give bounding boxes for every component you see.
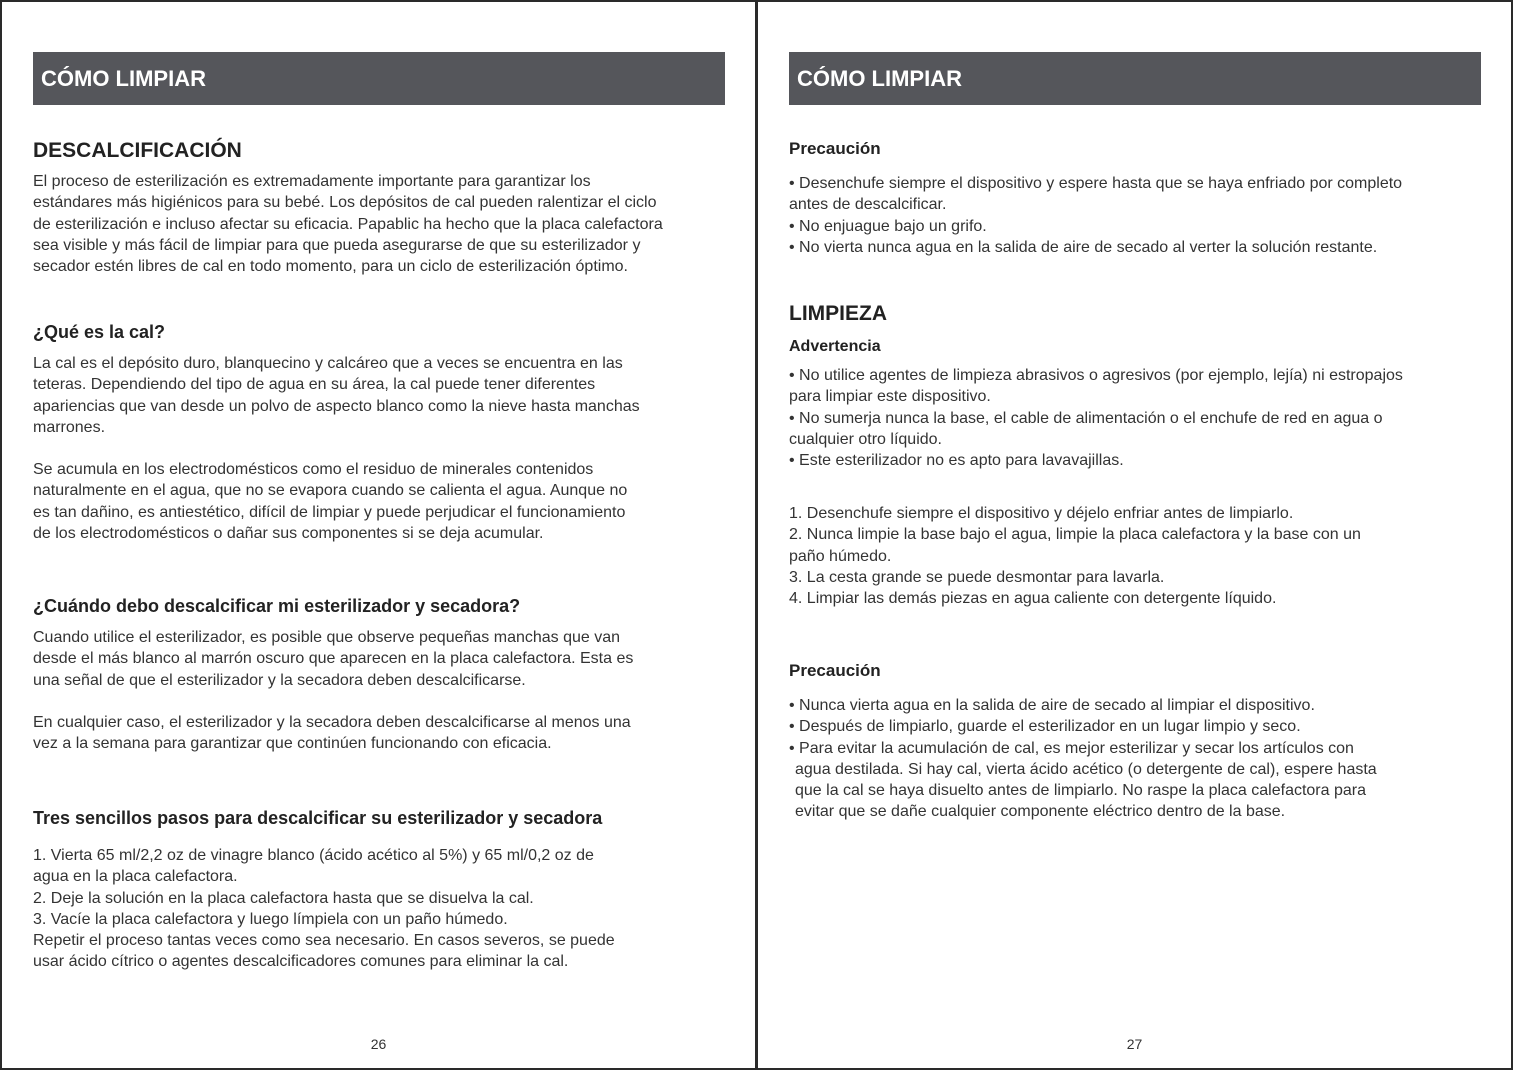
que-es-cal-paragraph-1 xyxy=(33,353,731,438)
text-line: El proceso de esterilización es extremadamente importante para garantizar los xyxy=(33,173,591,190)
advertencia-list xyxy=(789,365,1487,471)
bullet-line: • Nunca vierta agua en la salida de aire de secado al limpiar el dispositivo. xyxy=(789,697,1315,714)
precaucion-heading: Precaución xyxy=(789,661,881,680)
text-line: La cal es el depósito duro, blanquecino y calcáreo que a veces se encuentra en las xyxy=(33,355,623,372)
bullet-line: cualquier otro líquido. xyxy=(789,430,942,448)
bullet-line: • Este esterilizador no es apto para lavavajillas. xyxy=(789,452,1124,470)
text-line: vez a la semana para garantizar que continúen funcionando con eficacia. xyxy=(33,735,552,753)
bullet-line: para limpiar este dispositivo. xyxy=(789,388,991,406)
right-page xyxy=(756,0,1513,1070)
bullet-line: • No sumerja nunca la base, el cable de alimentación o el enchufe de red en agua o xyxy=(789,409,1383,427)
text-line: Se acumula en los electrodomésticos como el residuo de minerales contenidos xyxy=(33,461,594,479)
bullet-line: • Desenchufe siempre el dispositivo y espere hasta que se haya enfriado por completo xyxy=(789,175,1403,192)
text-line: de esterilización e incluso afectar su eficacia. Papablic ha hecho que la placa calefactora xyxy=(33,215,663,233)
step-line: 3. Vacíe la placa calefactora y luego límpiela con un paño húmedo. xyxy=(33,910,508,928)
step-line: 4. Limpiar las demás piezas en agua caliente con detergente líquido. xyxy=(789,590,1277,608)
precaucion-section-2 xyxy=(789,661,1487,823)
step-line: 2. Deje la solución en la placa calefactora hasta que se disuelva la cal. xyxy=(33,889,534,907)
precaucion-heading: Precaución xyxy=(789,139,881,158)
step-line: paño húmedo. xyxy=(789,547,892,565)
limpieza-heading: LIMPIEZA xyxy=(789,302,887,325)
text-line: estándares más higiénicos para su bebé. Los depósitos de cal pueden ralentizar el ciclo xyxy=(33,194,657,212)
tres-pasos-list xyxy=(33,845,731,973)
descalcificacion-paragraph xyxy=(33,171,731,277)
bullet-line: antes de descalcificar. xyxy=(789,196,947,214)
descalcificacion-section xyxy=(33,139,731,277)
cuando-paragraph-2 xyxy=(33,712,731,755)
precaucion-section-1 xyxy=(789,139,1487,258)
limpieza-steps xyxy=(789,503,1487,609)
cuando-heading: ¿Cuándo debo descalcificar mi esterilizador y secadora? xyxy=(33,596,521,616)
section-banner: CÓMO LIMPIAR xyxy=(789,52,1481,105)
page-number: 26 xyxy=(370,1036,387,1052)
text-line: una señal de que el esterilizador y la secadora deben descalcificarse. xyxy=(33,671,526,689)
cuando-section xyxy=(33,596,731,754)
bullet-line: • No enjuague bajo un grifo. xyxy=(789,217,987,235)
text-line: teteras. Dependiendo del tipo de agua en su área, la cal puede tener diferentes xyxy=(33,376,596,394)
que-es-cal-paragraph-2 xyxy=(33,459,731,544)
text-line: secador estén libres de cal en todo momento, para un ciclo de esterilización óptimo. xyxy=(33,258,628,276)
left-page xyxy=(0,0,757,1070)
tres-pasos-section xyxy=(33,808,731,973)
precaucion-list-2 xyxy=(789,695,1487,823)
step-line: 1. Desenchufe siempre el dispositivo y déjelo enfriar antes de limpiarlo. xyxy=(789,505,1294,522)
limpieza-section xyxy=(789,302,1487,471)
text-line: sea visible y más fácil de limpiar para que pueda asegurarse de que su esterilizador y xyxy=(33,236,641,254)
precaucion-list-1 xyxy=(789,173,1487,258)
step-line: 3. La cesta grande se puede desmontar para lavarla. xyxy=(789,568,1165,586)
text-line: En cualquier caso, el esterilizador y la secadora deben descalcificarse al menos una xyxy=(33,713,631,731)
bullet-continuation: que la cal se haya disuelto antes de limpiarlo. No raspe la placa calefactora para xyxy=(795,782,1366,800)
text-line: es tan dañino, es antiestético, difícil de limpiar y puede perjudicar el funcionamiento xyxy=(33,503,626,521)
bullet-line: • Después de limpiarlo, guarde el esterilizador en un lugar limpio y seco. xyxy=(789,718,1301,736)
bullet-line: • Para evitar la acumulación de cal, es mejor esterilizar y secar los artículos con xyxy=(789,739,1354,757)
tres-pasos-heading: Tres sencillos pasos para descalcificar su esterilizador y secadora xyxy=(33,808,603,828)
bullet-line: • No utilice agentes de limpieza abrasivos o agresivos (por ejemplo, lejía) ni estropajos xyxy=(789,367,1403,384)
section-banner: CÓMO LIMPIAR xyxy=(33,52,725,105)
advertencia-heading: Advertencia xyxy=(789,338,881,355)
step-line: Repetir el proceso tantas veces como sea necesario. En casos severos, se puede xyxy=(33,932,615,950)
que-es-cal-section xyxy=(33,322,731,544)
text-line: apariencias que van desde un polvo de aspecto blanco como la nieve hasta manchas xyxy=(33,397,640,415)
descalcificacion-heading: DESCALCIFICACIÓN xyxy=(33,139,242,162)
step-line: usar ácido cítrico o agentes descalcificadores comunes para eliminar la cal. xyxy=(33,953,569,971)
que-es-cal-heading: ¿Qué es la cal? xyxy=(33,322,166,342)
bullet-continuation: agua destilada. Si hay cal, vierta ácido acético (o detergente de cal), espere hasta xyxy=(795,760,1377,778)
cuando-paragraph-1 xyxy=(33,627,731,691)
text-line: desde el más blanco al marrón oscuro que aparecen en la placa calefactora. Esta es xyxy=(33,650,634,668)
bullet-line: • No vierta nunca agua en la salida de aire de secado al verter la solución restante. xyxy=(789,238,1378,256)
text-line: naturalmente en el agua, que no se evapora cuando se calienta el agua. Aunque no xyxy=(33,482,628,500)
step-line: agua en la placa calefactora. xyxy=(33,868,238,886)
text-line: marrones. xyxy=(33,418,106,436)
text-line: de los electrodomésticos o dañar sus componentes si se deja acumular. xyxy=(33,525,544,543)
bullet-continuation: evitar que se dañe cualquier componente eléctrico dentro de la base. xyxy=(795,803,1286,821)
step-line: 1. Vierta 65 ml/2,2 oz de vinagre blanco (ácido acético al 5%) y 65 ml/0,2 oz de xyxy=(33,847,594,864)
step-line: 2. Nunca limpie la base bajo el agua, limpie la placa calefactora y la base con un xyxy=(789,526,1361,544)
page-number: 27 xyxy=(1126,1036,1143,1052)
text-line: Cuando utilice el esterilizador, es posible que observe pequeñas manchas que van xyxy=(33,629,621,646)
